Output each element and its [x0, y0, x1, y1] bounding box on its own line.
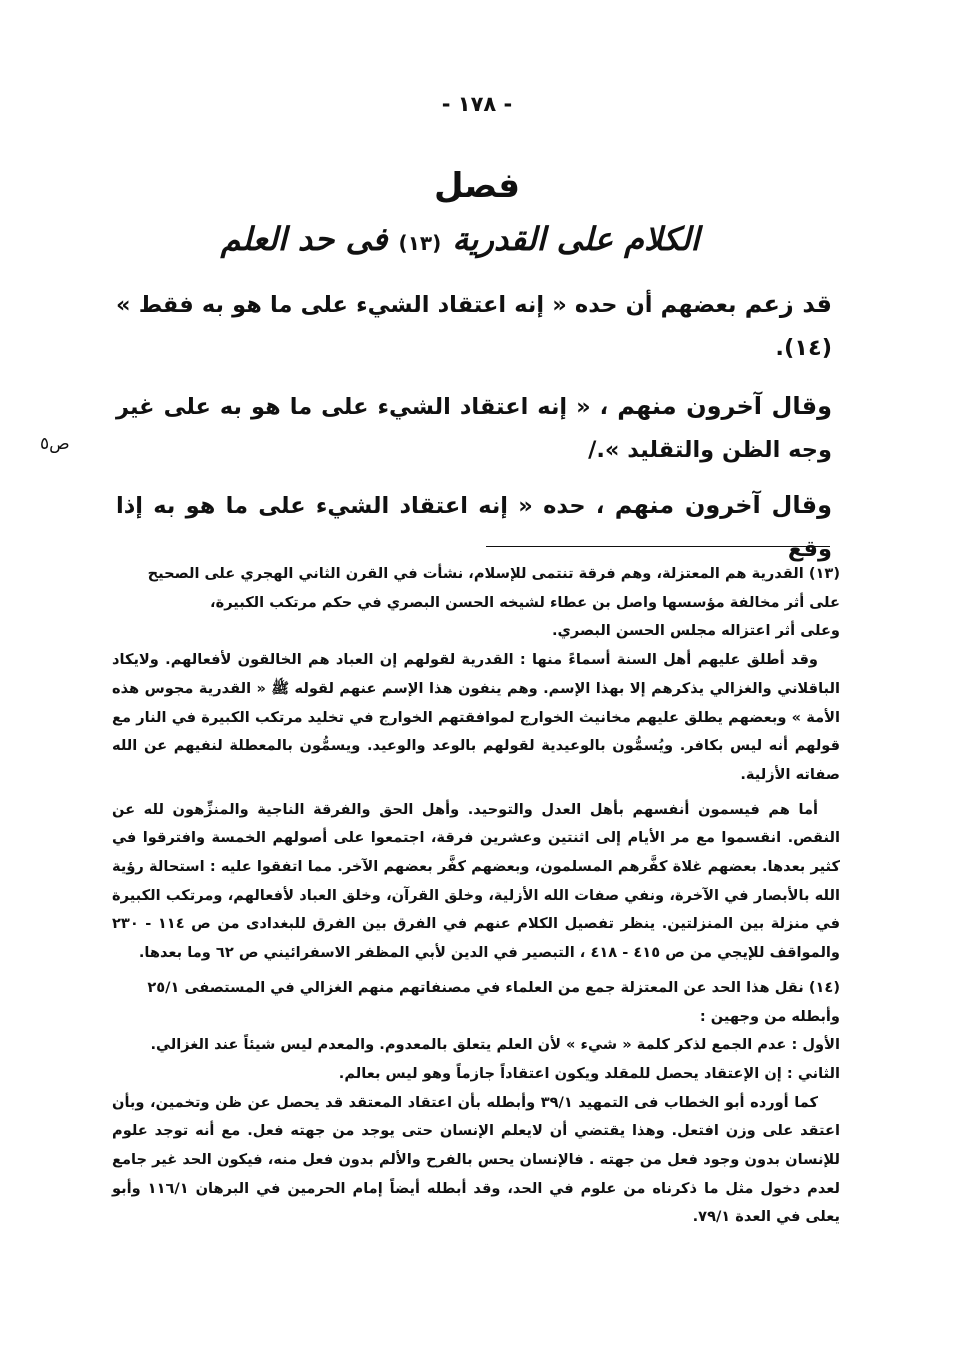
- paragraph-lead: وقال آخرون منهم: [614, 491, 833, 519]
- footnote-13-line-1: (١٣) القدرية هم المعتزلة، وهم فرقة تنتمى للإسلام، نشأت في القرن الثاني الهجري على الصحيح: [147, 565, 840, 582]
- paragraph-lead: وقال آخرون منهم: [617, 392, 832, 420]
- footnote-14-second-point: [112, 1060, 840, 1089]
- footnote-13-line-3: وعلى أثر اعتزاله مجلس الحسن البصري.: [551, 622, 840, 640]
- paragraph-text: ، « إنه اعتقاد الشيء على ما هو به على غير وجه الظن والتقليد »./: [116, 394, 832, 463]
- section-title-end: فى حد العلم: [220, 220, 388, 258]
- footnote-divider: [486, 546, 830, 547]
- footnote-14-line-2: وأبطله من وجهين :: [699, 1007, 840, 1025]
- footnote-14-line-1: (١٤) نقل هذا الحد عن المعتزلة جمع من العلماء في مصنفاتهم منهم الغزالي في المستصفى ٢٥/١: [147, 978, 840, 996]
- first-point-text: عدم الجمع لذكر كلمة « شيء » لأن العلم يتعلق بالمعدوم. والمعدم ليس شيئاً عند الغزالي.: [150, 1036, 787, 1054]
- paragraph-lead: قد زعم: [744, 290, 832, 318]
- chapter-title: فصل: [433, 166, 521, 206]
- main-paragraph-1: [116, 283, 832, 370]
- margin-page-reference: ص٥: [40, 434, 70, 454]
- section-title-start: الكلام على القدرية: [452, 220, 700, 258]
- footnotes: [112, 560, 840, 1232]
- second-point-label: الثاني :: [786, 1064, 840, 1082]
- first-point-label: الأول :: [791, 1036, 840, 1054]
- main-paragraph-2: [116, 385, 832, 472]
- page-number: - ١٧٨ -: [441, 92, 513, 116]
- paragraph-text: ، حده « إنه اعتقاد الشيء على ما هو به إذا وقع: [116, 493, 832, 562]
- section-title: [160, 220, 760, 258]
- paragraph-text: بعضهم أن حده « إنه اعتقاد الشيء على ما هو به فقط » (١٤).: [116, 292, 832, 361]
- main-paragraph-3: [116, 484, 832, 571]
- second-point-text: إن الإعتقاد يحصل للمقلد ويكون اعتقاداً جازماً وهو ليس بعالم.: [338, 1064, 782, 1082]
- footnote-13-paragraph-3: أما هم فيسمون أنفسهم بأهل العدل والتوحيد. وأهل الحق والفرقة الناجية والمنزِّهون لله عن النقص. انقسموا مع مر الأيام إلى اثنتين وعشرين فرقة، اجتمعوا على أصولهم الخمسة وافترقوا في كثير بعدها. بعضهم غلاة كفَّرهم المسلمون، وبعضهم كفَّر بعضهم الآخر. مما اتفقوا عليه : استحالة رؤية الله بالأبصار في الآخرة، ونفي صفات الله الأزلية، وخلق القرآن، وخلق العباد لأفعالهم، ومرتكب الكبيرة في منزلة بين المنزلتين. ينظر تفصيل الكلام عنهم في الفرق بين الفرق للبغدادى من ص ١١٤ - ٢٣٠ والمواقف للإيجي من ص ٤١٥ - ٤١٨ ، التبصير في الدين لأبي المظفر الاسفرائيني ص ٦٢ وما بعدها.: [112, 800, 841, 962]
- footnote-14-first-point: [112, 1031, 840, 1060]
- footnote-13-line-2: على أثر مخالفة مؤسسها واصل بن عطاء لشيخه الحسن البصري في حكم مرتكب الكبيرة،: [210, 593, 840, 611]
- footnote-14-paragraph: كما أورده أبو الخطاب فى التمهيد ٣٩/١ وأبطله بأن اعتقاد المعتقد قد يحصل عن ظن وتخمين، وبأن اعتقد على وزن افتعل. وهذا يقتضي أن لايعلم الإنسان حتى يوجد من جهته فعل. مع أنه توجد علوم للإنسان بدون وجود فعل من جهته . فالإنسان يحس بالفرح والألم بدون فعل منه، فيكون الحد غير جامع لعدم دخول مثل ما ذكرناه من علوم في الحد، وقد أبطله أيضاً إمام الحرمين في البرهان ١١٦/١ وأبو يعلى في العدة ٧٩/١.: [112, 1093, 840, 1226]
- footnote-13-paragraph-2: وقد أطلق عليهم أهل السنة أسماءً منها : القدرية لقولهم إن العباد هم الخالقون لأفعالهم. ولايكاد الباقلاني والغزالي يذكرهم إلا بهذا الإسم. وهم ينفون هذا الإسم عنهم لقوله ﷺ « القدرية مجوس هذه الأمة » وبعضهم يطلق عليهم مخانيث الخوارج لموافقتهم الخوارج في تخليد مرتكب الكبيرة في النار مع قولهم أنه ليس بكافر. ويُسمُّون بالوعيدية لقولهم بالوعد والوعيد. ويسمُّون بالمعطلة لنفيهم عن الله صفاته الأزلية.: [112, 651, 840, 783]
- footnote-reference-13: (١٣): [398, 231, 442, 255]
